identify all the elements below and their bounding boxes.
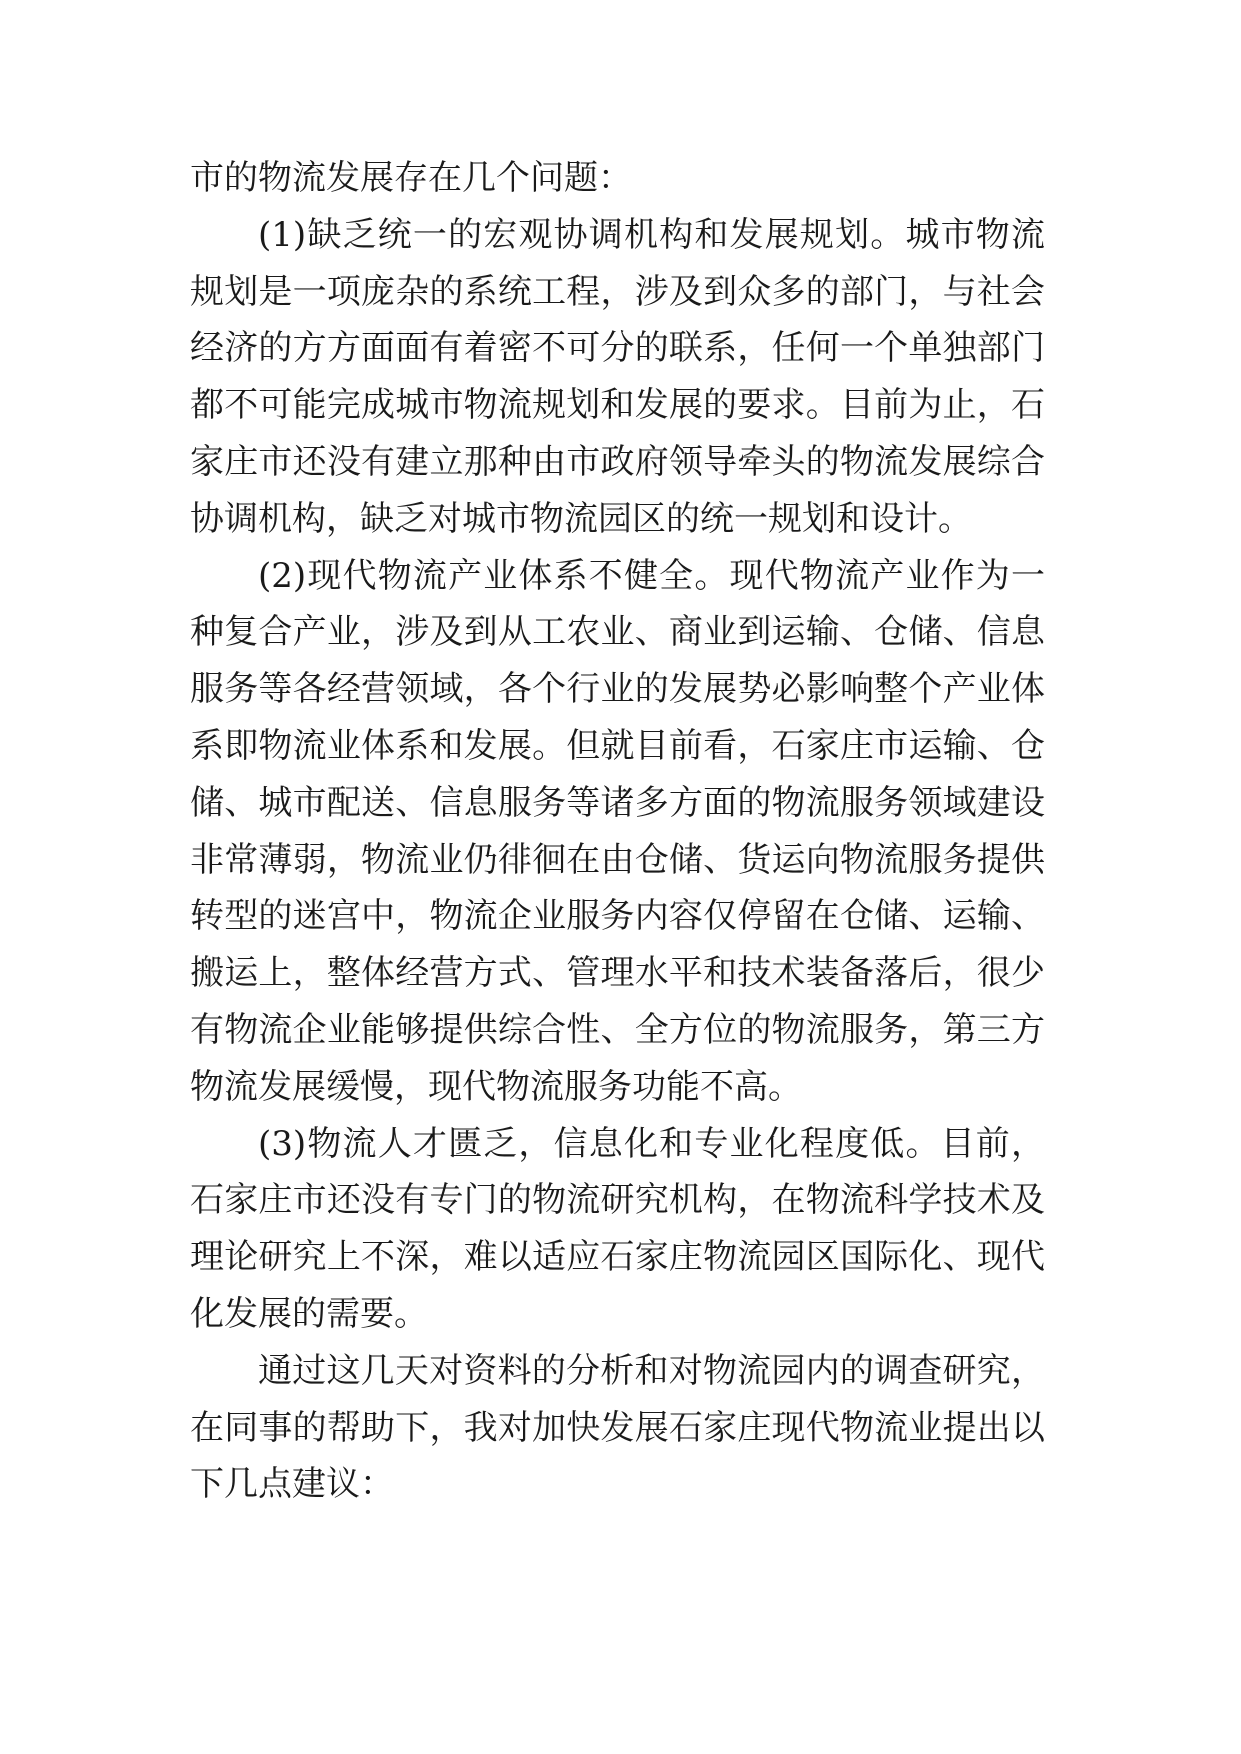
document-body bbox=[190, 150, 1045, 1513]
paragraph-suggestions-intro: 通过这几天对资料的分析和对物流园内的调查研究，在同事的帮助下，我对加快发展石家庄现代物流业提出以下几点建议： bbox=[190, 1350, 1045, 1505]
paragraph-intro: 市的物流发展存在几个问题： bbox=[190, 158, 632, 198]
paragraph-problem-1: (1)缺乏统一的宏观协调机构和发展规划。城市物流规划是一项庞杂的系统工程，涉及到众多的部门，与社会经济的方方面面有着密不可分的联系，任何一个单独部门都不可能完成城市物流规划和发展的要求。目前为止，石家庄市还没有建立那种由市政府领导牵头的物流发展综合协调机构，缺乏对城市物流园区的统一规划和设计。 bbox=[190, 214, 1045, 539]
paragraph-problem-3: (3)物流人才匮乏，信息化和专业化程度低。目前，石家庄市还没有专门的物流研究机构，在物流科学技术及理论研究上不深，难以适应石家庄物流园区国际化、现代化发展的需要。 bbox=[190, 1123, 1045, 1334]
paragraph-problem-2: (2)现代物流产业体系不健全。现代物流产业作为一种复合产业，涉及到从工农业、商业到运输、仓储、信息服务等各经营领域，各个行业的发展势必影响整个产业体系即物流业体系和发展。但就目前看，石家庄市运输、仓储、城市配送、信息服务等诸多方面的物流服务领域建设非常薄弱，物流业仍徘徊在由仓储、货运向物流服务提供转型的迷宫中，物流企业服务内容仅停留在仓储、运输、搬运上，整体经营方式、管理水平和技术装备落后，很少有物流企业能够提供综合性、全方位的物流服务，第三方物流发展缓慢，现代物流服务功能不高。 bbox=[190, 555, 1045, 1107]
